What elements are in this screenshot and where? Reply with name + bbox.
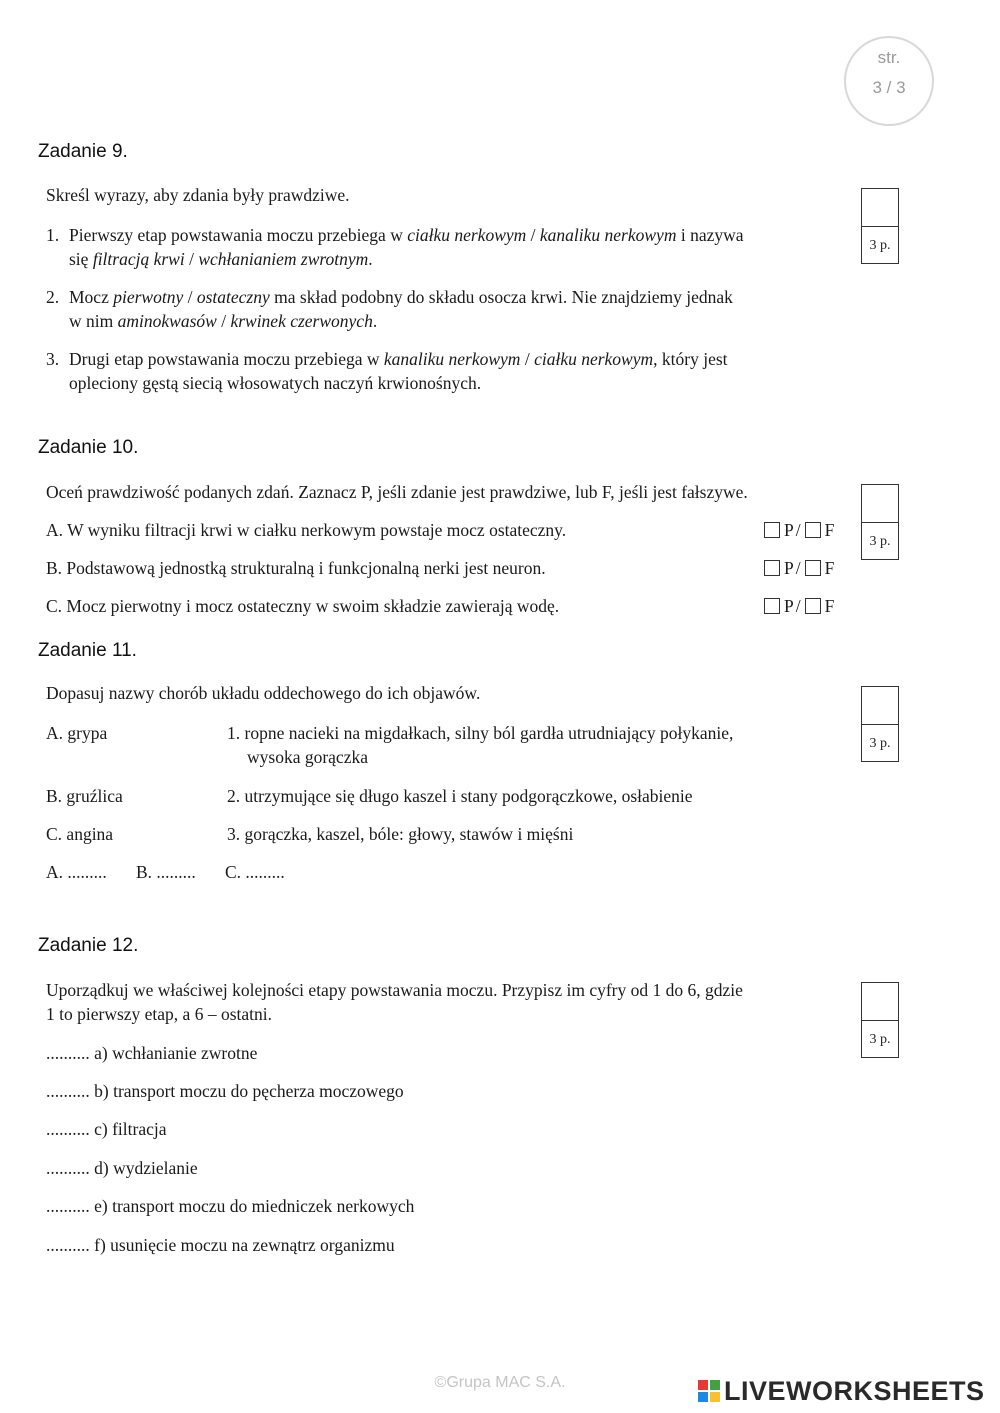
page-label: str. <box>877 48 901 67</box>
task9-item-2-option-b[interactable]: ostateczny <box>196 287 270 307</box>
task11-instruction: Dopasuj nazwy chorób układu oddechowego do ich objawów. <box>46 683 481 703</box>
task9-item-2-line-2: w nim aminokwasów / krwinek czerwonych. <box>69 311 378 331</box>
task12-step-b[interactable]: .......... b) transport moczu do pęcherza moczowego <box>46 1081 404 1101</box>
page-number: 3 / 3 <box>872 78 906 97</box>
task12-step-a[interactable]: .......... a) wchłanianie zwrotne <box>46 1043 258 1063</box>
task11-symptom-1-line-1: 1. ropne nacieki na migdałkach, silny ból gardła utrudniający połykanie, <box>227 723 734 743</box>
task10-points: 3 p. <box>869 534 891 549</box>
task9-item-3-line-1: Drugi etap powstawania moczu przebiega w kanaliku nerkowym / ciałku nerkowym, który jest <box>69 349 728 369</box>
task12-points: 3 p. <box>869 1032 891 1047</box>
task11-heading: Zadanie 11. <box>38 640 137 661</box>
task12-heading: Zadanie 12. <box>38 935 139 956</box>
task11-symptom-3: 3. gorączka, kaszel, bóle: głowy, stawów i mięśni <box>227 824 574 844</box>
task10-instruction: Oceń prawdziwość podanych zdań. Zaznacz P, jeśli zdanie jest prawdziwe, lub F, jeśli jest fałszywe. <box>46 482 748 502</box>
task10-b-true-checkbox[interactable] <box>764 560 780 576</box>
task9-item-1-line-1: Pierwszy etap powstawania moczu przebiega w ciałku nerkowym / kanaliku nerkowym i nazywa <box>69 225 744 245</box>
task9-item-1-option-a[interactable]: ciałku nerkowym <box>407 225 527 245</box>
task9-item-3: 3. <box>46 349 60 369</box>
task12-step-f[interactable]: .......... f) usunięcie moczu na zewnątrz organizmu <box>46 1235 395 1255</box>
liveworksheets-logo[interactable] <box>698 1376 985 1407</box>
task10-a-true-checkbox[interactable] <box>764 522 780 538</box>
task10-heading: Zadanie 10. <box>38 437 139 458</box>
task11-answer-c[interactable]: C. ......... <box>225 862 285 882</box>
task12-step-c[interactable]: .......... c) filtracja <box>46 1119 167 1139</box>
task9-points: 3 p. <box>869 238 891 253</box>
task9-item-1-option-c[interactable]: filtracją krwi <box>92 249 185 269</box>
task11-points: 3 p. <box>869 736 891 751</box>
liveworksheets-logo-text: LIVEWORKSHEETS <box>724 1376 985 1406</box>
task11-symptom-1-line-2: wysoka gorączka <box>247 747 368 767</box>
task12-step-e[interactable]: .......... e) transport moczu do miedniczek nerkowych <box>46 1196 415 1216</box>
task11-score-field[interactable] <box>862 687 898 725</box>
task11-score-box <box>861 686 899 762</box>
task9-score-field[interactable] <box>862 189 898 227</box>
task11-symptom-2: 2. utrzymujące się długo kaszel i stany podgorączkowe, osłabienie <box>227 786 693 806</box>
task10-a-false-checkbox[interactable] <box>805 522 821 538</box>
task12-score-box <box>861 982 899 1058</box>
task11-disease-a: A. grypa <box>46 723 108 743</box>
task10-score-field[interactable] <box>862 485 898 523</box>
task11-disease-b: B. gruźlica <box>46 786 123 806</box>
task11-disease-c: C. angina <box>46 824 114 844</box>
task9-item-2: 2. <box>46 287 60 307</box>
task9-item-2-option-a[interactable]: pierwotny <box>113 287 184 307</box>
task9-item-3-line-2: opleciony gęstą siecią włosowatych naczyń krwionośnych. <box>69 373 482 393</box>
task9-item-1: 1. <box>46 225 60 245</box>
task9-item-3-option-a[interactable]: kanaliku nerkowym <box>383 349 521 369</box>
task12-instruction-line-1: Uporządkuj we właściwej kolejności etapy powstawania moczu. Przypisz im cyfry od 1 do 6, gdzie <box>46 980 743 1000</box>
copyright-footer: ©Grupa MAC S.A. <box>434 1374 566 1391</box>
task10-c-true-checkbox[interactable] <box>764 598 780 614</box>
task12-instruction-line-2: 1 to pierwszy etap, a 6 – ostatni. <box>46 1004 272 1024</box>
task10-statement-c: C. Mocz pierwotny i mocz ostateczny w swoim składzie zawierają wodę. <box>46 596 560 616</box>
task10-pf-b: P / F <box>764 557 834 579</box>
task9-item-1-option-b[interactable]: kanaliku nerkowym <box>539 225 677 245</box>
task11-answer-b[interactable]: B. ......... <box>136 862 196 882</box>
task11-answer-a[interactable]: A. ......... <box>46 862 107 882</box>
task12-score-field[interactable] <box>862 983 898 1021</box>
task9-item-1-line-2: się filtracją krwi / wchłanianiem zwrotnym. <box>69 249 373 269</box>
task9-item-2-option-d[interactable]: krwinek czerwonych <box>230 311 373 331</box>
task10-c-false-checkbox[interactable] <box>805 598 821 614</box>
task10-statement-a: A. W wyniku filtracji krwi w ciałku nerkowym powstaje mocz ostateczny. <box>46 520 567 540</box>
task10-pf-c: P / F <box>764 595 834 617</box>
task10-score-box <box>861 484 899 560</box>
task9-heading: Zadanie 9. <box>38 141 128 162</box>
task10-pf-a: P / F <box>764 519 834 541</box>
task9-score-box <box>861 188 899 264</box>
page-number-badge <box>844 36 934 126</box>
task9-item-1-option-d[interactable]: wchłanianiem zwrotnym <box>198 249 369 269</box>
task10-b-false-checkbox[interactable] <box>805 560 821 576</box>
task9-item-3-option-b[interactable]: ciałku nerkowym <box>534 349 654 369</box>
task9-instruction: Skreśl wyrazy, aby zdania były prawdziwe. <box>46 185 350 205</box>
liveworksheets-mark-icon <box>698 1380 720 1402</box>
task10-statement-b: B. Podstawową jednostką strukturalną i funkcjonalną nerki jest neuron. <box>46 558 546 578</box>
task9-item-2-line-1: Mocz pierwotny / ostateczny ma skład podobny do składu osocza krwi. Nie znajdziemy jednak <box>69 287 733 307</box>
task9-item-2-option-c[interactable]: aminokwasów <box>117 311 217 331</box>
task12-step-d[interactable]: .......... d) wydzielanie <box>46 1158 198 1178</box>
